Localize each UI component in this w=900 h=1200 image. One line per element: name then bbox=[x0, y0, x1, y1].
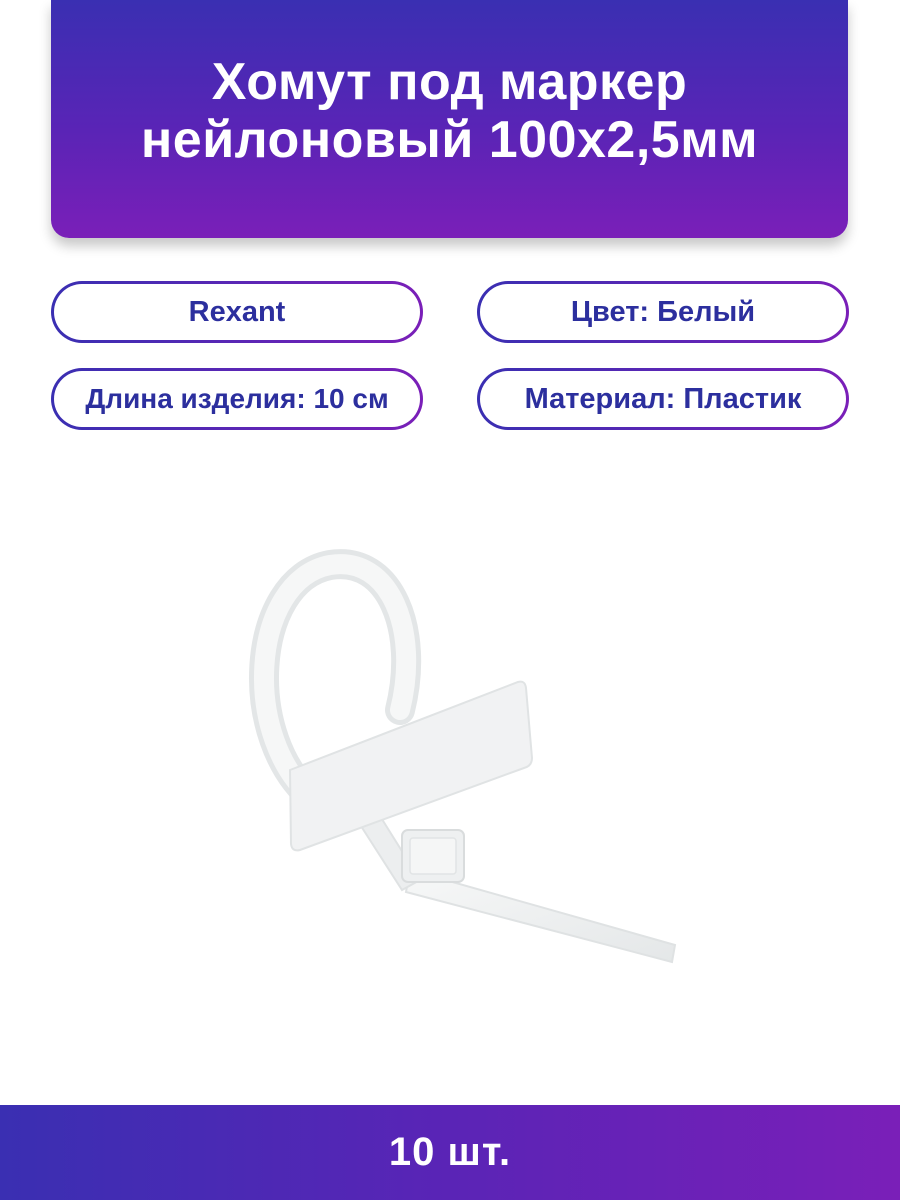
brand-label: Rexant bbox=[54, 284, 420, 340]
brand-badge bbox=[51, 281, 423, 343]
cable-tie-image bbox=[220, 540, 700, 1000]
color-badge bbox=[477, 281, 849, 343]
material-label: Материал: Пластик bbox=[480, 371, 846, 427]
material-badge bbox=[477, 368, 849, 430]
product-title-line-1: Хомут под маркер bbox=[211, 53, 688, 111]
quantity-banner bbox=[0, 1105, 900, 1200]
length-label: Длина изделия: 10 см bbox=[54, 371, 420, 427]
tie-tail bbox=[406, 870, 675, 962]
title-banner bbox=[51, 0, 848, 238]
color-label: Цвет: Белый bbox=[480, 284, 846, 340]
length-badge bbox=[51, 368, 423, 430]
product-title-line-2: нейлоновый 100х2,5мм bbox=[140, 111, 759, 169]
quantity-label: 10 шт. bbox=[388, 1130, 512, 1174]
